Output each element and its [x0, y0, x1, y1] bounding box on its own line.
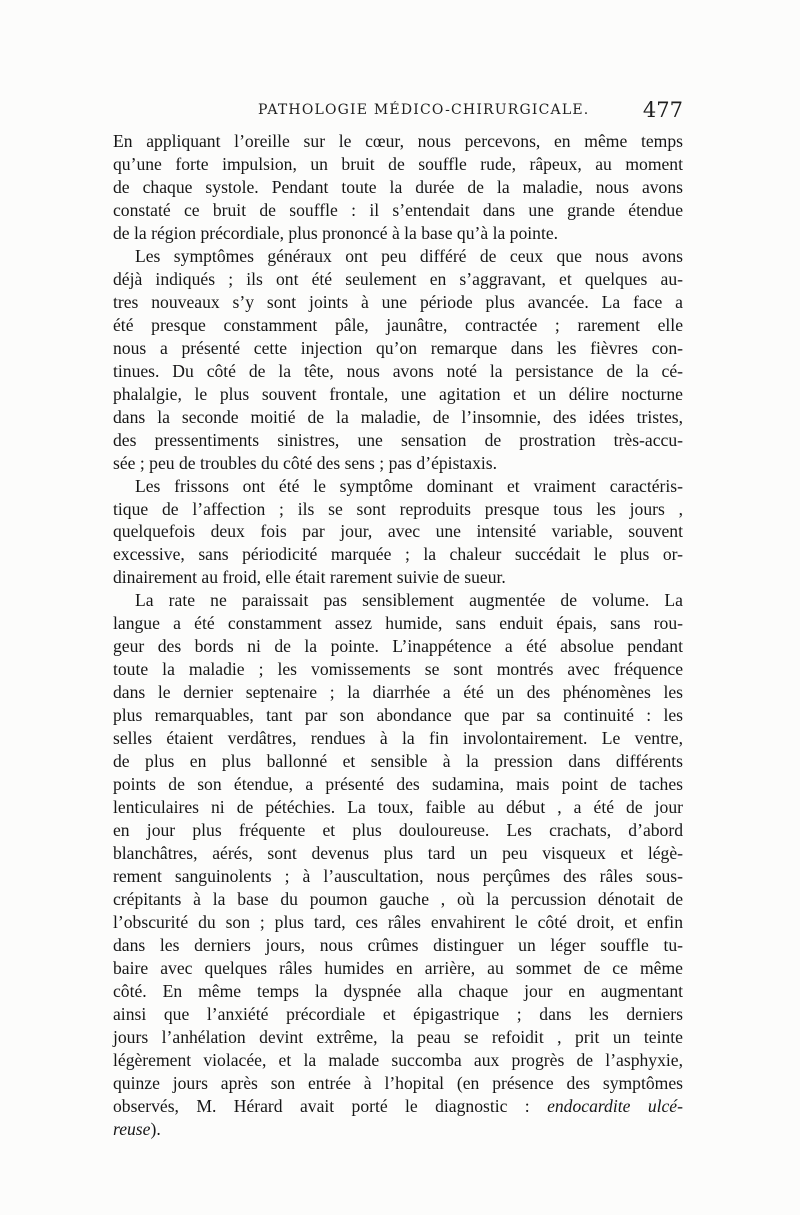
text-line: constaté ce bruit de souffle : il s’entendait dans une grande étendue: [113, 199, 683, 220]
text-line: sée ; peu de troubles du côté des sens ; pas d’épistaxis.: [113, 452, 498, 473]
final-line-tail: ).: [150, 1118, 161, 1139]
text-line: langue a été constamment assez humide, sans enduit épais, sans rou-: [113, 613, 683, 634]
text-line: blanchâtres, aérés, sont devenus plus tard un peu visqueux et légè-: [113, 843, 683, 864]
text-line: plus remarquables, tant par son abondance que par sa continuité : les: [113, 705, 683, 726]
text-line: légèrement violacée, et la malade succomba aux progrès de l’asphyxie,: [113, 1049, 683, 1070]
page-number: 477: [642, 98, 683, 122]
text-line: excessive, sans périodicité marquée ; la chaleur succédait le plus or-: [113, 544, 683, 565]
text-line: crépitants à la base du poumon gauche , où la percussion dénotait de: [113, 888, 683, 909]
text-line: toute la maladie ; les vomissements se sont montrés avec fréquence: [113, 659, 683, 680]
text-line: été presque constamment pâle, jaunâtre, contractée ; rarement elle: [113, 314, 683, 335]
running-head: [113, 98, 683, 124]
text-line: dans le dernier septenaire ; la diarrhée a été un des phénomènes les: [113, 682, 683, 703]
text-line: dans les derniers jours, nous crûmes distinguer un léger souffle tu-: [113, 934, 683, 955]
text-line: La rate ne paraissait pas sensiblement augmentée de volume. La: [135, 590, 683, 611]
text-line: de chaque systole. Pendant toute la durée de la maladie, nous avons: [113, 176, 683, 197]
text-line: en jour plus fréquente et plus douloureuse. Les crachats, d’abord: [113, 820, 683, 841]
text-line: des pressentiments sinistres, une sensation de prostration très-accu-: [113, 429, 683, 450]
final-line: [113, 1118, 683, 1141]
text-line: En appliquant l’oreille sur le cœur, nous percevons, en même temps: [113, 131, 683, 151]
text-line: phalalgie, le plus souvent frontale, une agitation et un délire nocturne: [113, 383, 683, 404]
diagnosis-term: endocardite ulcé-: [547, 1095, 683, 1116]
text-line: lenticulaires ni de pétéchies. La toux, faible au début , a été de jour: [113, 797, 683, 818]
text-line: quelquefois deux fois par jour, avec une intensité variable, souvent: [113, 521, 683, 542]
text-line: selles étaient verdâtres, rendues à la fin involontairement. Le ventre,: [113, 728, 683, 749]
text-line: tique de l’affection ; ils se sont reproduits presque tous les jours ,: [113, 498, 683, 519]
text-line: jours l’anhélation devint extrême, la peau se refoidit , prit un teinte: [113, 1026, 683, 1047]
text-line: Les symptômes généraux ont peu différé de ceux que nous avons: [135, 245, 683, 266]
text-line: côté. En même temps la dyspnée alla chaque jour en augmentant: [113, 980, 683, 1001]
running-title: PATHOLOGIE MÉDICO-CHIRURGICALE.: [258, 102, 590, 118]
diagnosis-term-end: reuse: [113, 1118, 151, 1139]
text-line: nous a présenté cette injection qu’on remarque dans les fièvres con-: [113, 337, 683, 358]
diagnosis-line: [113, 1095, 683, 1118]
text-line: quinze jours après son entrée à l’hopital (en présence des symptômes: [113, 1072, 683, 1093]
text-line: de la région précordiale, plus prononcé à la base qu’à la pointe.: [113, 222, 559, 243]
body-text: [113, 130, 683, 1141]
text-line: ainsi que l’anxiété précordiale et épigastrique ; dans les derniers: [113, 1003, 683, 1024]
text-line: geur des bords ni de la pointe. L’inappétence a été absolue pendant: [113, 636, 683, 657]
text-line: baire avec quelques râles humides en arrière, au sommet de ce même: [113, 957, 683, 978]
text-line: points de son étendue, a présenté des sudamina, mais point de taches: [113, 774, 683, 795]
text-line: dans la seconde moitié de la maladie, de l’insomnie, des idées tristes,: [113, 406, 683, 427]
text-line: l’obscurité du son ; plus tard, ces râles envahirent le côté droit, et enfin: [113, 911, 683, 932]
text-line: tinues. Du côté de la tête, nous avons noté la persistance de la cé-: [113, 360, 683, 381]
text-line: rement sanguinolents ; à l’auscultation, nous perçûmes des râles sous-: [113, 866, 683, 886]
text-line: Les frissons ont été le symptôme dominant et vraiment caractéris-: [135, 475, 683, 496]
text-line: de plus en plus ballonné et sensible à la pression dans différents: [113, 751, 683, 772]
diagnosis-line-text: observés, M. Hérard avait porté le diagnostic :: [113, 1095, 548, 1116]
text-line: tres nouveaux s’y sont joints à une période plus avancée. La face a: [113, 291, 683, 312]
text-line: qu’une forte impulsion, un bruit de souffle rude, râpeux, au moment: [113, 153, 683, 174]
text-line: dinairement au froid, elle était rarement suivie de sueur.: [113, 567, 506, 588]
text-line: déjà indiqués ; ils ont été seulement en s’aggravant, et quelques au-: [113, 268, 683, 289]
